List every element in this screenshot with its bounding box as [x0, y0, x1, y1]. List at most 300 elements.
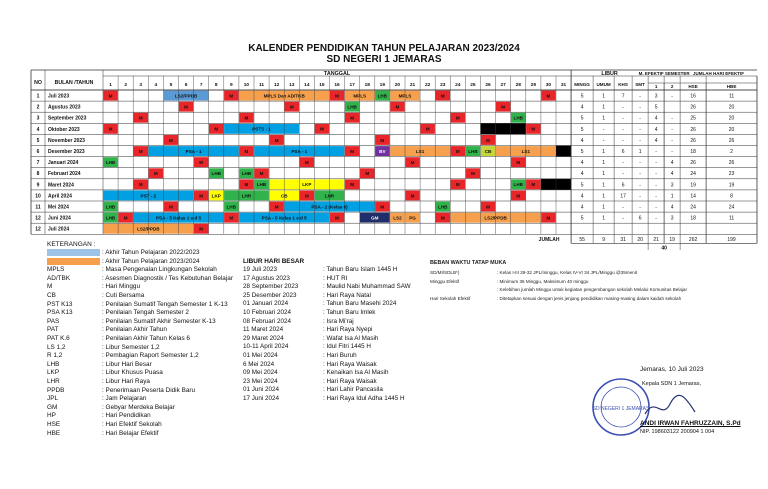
day-number: 2	[124, 83, 127, 88]
legend-code: JPL	[47, 395, 59, 403]
calendar-bar-label: M	[410, 193, 415, 199]
calendar-bar-label: LS1	[415, 148, 425, 154]
legend-desc: : Penilaian Sumatif Akhir Semester K-13	[102, 317, 216, 325]
month-s2: 4	[670, 160, 674, 167]
month-smt: -	[639, 182, 641, 189]
day-number: 21	[409, 83, 416, 88]
day-number: 14	[304, 83, 310, 88]
holiday-name: : Kenaikan Isa Al Masih	[323, 369, 389, 377]
calendar-bar-label: LHB	[513, 182, 523, 188]
month-name: Oktober 2023	[48, 126, 80, 133]
blocked-cell	[481, 123, 496, 134]
calendar-bar-label: M	[516, 159, 521, 165]
legend-code: HSE	[47, 421, 61, 428]
header-mingg: MINGG	[574, 82, 590, 87]
month-hse: 19	[690, 182, 696, 189]
header-no: NO	[34, 80, 42, 86]
calendar-bar-label: GM	[371, 215, 379, 221]
calendar-bar-label: M	[380, 204, 385, 210]
holiday-name: : Wafat Isa Al Masih	[323, 334, 379, 342]
month-smt: -	[639, 193, 641, 200]
jumlah-mingg: 55	[579, 236, 585, 243]
month-s2: -	[671, 115, 673, 122]
beban-heading: BEBAN WAKTU TATAP MUKA	[430, 260, 507, 266]
blocked-cell	[541, 179, 556, 190]
month-name: Maret 2024	[48, 182, 74, 189]
month-s1: -	[655, 215, 657, 222]
month-hse: 18	[690, 148, 696, 155]
header-khs: KHS	[618, 82, 628, 87]
day-number: 30	[545, 83, 552, 88]
day-number: 1	[109, 83, 112, 88]
day-number: 28	[515, 83, 521, 88]
holiday-date: 17 Juni 2024	[243, 395, 280, 402]
month-s1: -	[655, 148, 657, 155]
calendar-bar-label: M	[214, 126, 219, 132]
legend-desc: : Penilaian Akhir Tahun	[102, 326, 167, 334]
month-s2: 3	[670, 215, 674, 222]
day-number: 25	[470, 83, 476, 88]
beban-value: : Kelas I-III 29-32 JPL/minggu, Kelas IV-VI 34 JPL/Minggu @35menit	[497, 270, 637, 275]
day-number: 20	[394, 83, 401, 88]
legend-desc: : Hari Minggu	[102, 283, 141, 291]
day-number: 24	[455, 83, 461, 88]
jumlah-smt: 20	[637, 236, 643, 243]
holiday-date: 29 Maret 2024	[243, 334, 284, 342]
jumlah-hse: 262	[688, 236, 698, 243]
calendar-bar-label: M	[380, 137, 385, 143]
legend-code: PAT K.6	[47, 335, 70, 342]
month-name: Mei 2024	[48, 204, 69, 211]
month-s1: 4	[654, 126, 658, 133]
month-s2: 4	[670, 171, 674, 178]
holiday-date: 08 Februari 2024	[243, 317, 291, 325]
month-mingg: 5	[580, 148, 584, 155]
holiday-name: : Hari Raya Natal	[323, 291, 371, 299]
legend-swatch	[47, 258, 100, 265]
month-umum: 1	[602, 215, 605, 222]
month-no: 12	[35, 226, 41, 233]
month-name: April 2024	[48, 193, 72, 200]
jumlah-s1: 21	[653, 236, 659, 243]
calendar-bar-label: M	[486, 137, 490, 143]
month-khs: 6	[621, 148, 625, 155]
calendar-bar-label: M	[531, 126, 536, 132]
signature-role: Kepala SDN 1 Jemaras,	[642, 381, 701, 387]
calendar-bar-label: LHB	[211, 171, 221, 177]
jumlah-hbe: 199	[727, 236, 736, 243]
calendar-bar-label: LS1	[521, 148, 531, 154]
legend-swatch	[47, 249, 100, 256]
month-name: Februari 2024	[48, 171, 81, 178]
calendar-bar-label: LHB	[438, 204, 448, 210]
day-number: 22	[424, 83, 431, 88]
page-title: KALENDER PENDIDIKAN TAHUN PELAJARAN 2023/2024	[248, 43, 520, 54]
holiday-name: : Maulid Nabi Muhammad SAW	[323, 283, 411, 291]
calendar-bar-label: BV	[379, 148, 386, 154]
holiday-date: 11 Maret 2024	[243, 326, 284, 334]
beban-value: : Minimum 36 Minggu, Maksimum 40 minggu	[497, 279, 589, 284]
calendar-bar-label: M	[108, 93, 113, 99]
month-mingg: 4	[580, 171, 584, 178]
legend-code: M	[47, 283, 53, 291]
month-hbe: 26	[728, 160, 735, 167]
calendar-bar-label: LHB	[105, 215, 116, 221]
calendar-bar-label: M	[169, 204, 173, 210]
month-name: November 2023	[48, 137, 85, 144]
month-no: 1	[36, 93, 40, 100]
header-hse: HSE	[688, 84, 698, 89]
month-s2: 1	[670, 193, 674, 200]
header-libur: LIBUR	[601, 71, 618, 77]
month-smt: -	[639, 104, 641, 111]
calendar-bar-label: M	[501, 104, 506, 110]
calendar-bar-label: M	[455, 182, 460, 188]
day-number: 19	[379, 83, 386, 88]
calendar-bar-label: LHB	[347, 104, 357, 110]
calendar-bar-label: M	[138, 182, 143, 188]
month-no: 7	[36, 160, 40, 167]
month-mingg: 5	[580, 182, 584, 189]
month-smt: -	[639, 160, 641, 167]
calendar-bar-label: M	[138, 148, 143, 154]
calendar-bar-label: M	[153, 171, 158, 177]
holiday-name: : Hari Raya Nyepi	[323, 326, 373, 334]
legend-code: HP	[47, 412, 56, 420]
month-hbe: 11	[728, 215, 735, 222]
month-hbe: 26	[728, 137, 735, 144]
calendar-bar-label: M	[274, 137, 279, 143]
month-s1: -	[655, 182, 657, 189]
header-sem-1: 1	[654, 84, 658, 89]
month-hse: 26	[690, 104, 696, 111]
calendar-bar-label: M	[365, 171, 370, 177]
month-umum: 1	[602, 93, 605, 100]
legend-desc: : Asesmen Diagnostik / Tes Kebutuhan Belajar	[102, 274, 233, 282]
month-smt: -	[639, 93, 641, 100]
jumlah-s2: 19	[669, 236, 675, 243]
holiday-date: 01 Juni 2024	[243, 386, 280, 394]
legend-desc: : Hari Pendidikan	[102, 412, 151, 420]
month-s1: -	[655, 204, 657, 211]
month-mingg: 4	[580, 193, 584, 200]
month-s1: -	[655, 171, 657, 178]
beban-value: : Ditetapkan sesuai dengan jenis jenjang pendidikan masing-masing dalam kaidah sekolah	[497, 296, 682, 301]
calendar-bar-label: M	[546, 215, 551, 221]
calendar-bar-label: M	[335, 93, 339, 99]
calendar-bar-label: LS2/PPDB	[137, 226, 160, 232]
month-s1: 5	[654, 104, 658, 111]
month-name: Juli 2024	[48, 226, 70, 233]
month-hbe: 24	[728, 204, 735, 211]
calendar-bar-label: M	[229, 93, 234, 99]
legend-code: PSA K13	[47, 309, 73, 317]
holiday-date: 25 Desember 2023	[243, 291, 297, 299]
month-hse: 24	[690, 204, 696, 211]
holiday-date: 01 Januari 2024	[243, 300, 289, 308]
month-s2: -	[671, 126, 673, 133]
month-khs: -	[622, 215, 624, 222]
day-number: 29	[530, 83, 537, 88]
holiday-date: 28 September 2023	[243, 283, 299, 291]
legend-desc: : Cuti Bersama	[102, 292, 145, 299]
calendar-bar-label: PST - 2	[140, 193, 157, 199]
calendar-bar-label: PSA - 1	[291, 148, 308, 154]
calendar-bar-label: LHR	[241, 193, 252, 199]
holiday-date: 10-11 April 2024	[243, 343, 289, 351]
legend-desc: : Penilaian Akhir Tahun Kelas 6	[102, 335, 190, 342]
month-umum: -	[602, 137, 605, 144]
calendar-bar-label: LS2	[393, 215, 402, 221]
day-number: 27	[500, 83, 506, 88]
calendar-bar-label: M	[410, 159, 415, 165]
legend-desc: : Libur Khusus Puasa	[102, 369, 163, 377]
blocked-cell	[556, 179, 571, 190]
month-umum: 1	[602, 160, 605, 167]
legend-code: LHB	[47, 360, 60, 368]
day-number: 9	[230, 83, 233, 88]
beban-label: Minggu Efektif	[430, 279, 460, 284]
month-hbe: 20	[728, 115, 735, 122]
calendar-bar-label: M	[274, 204, 279, 210]
month-no: 2	[36, 104, 40, 111]
calendar-bar-label: M	[395, 104, 400, 110]
legend-code: R 1,2	[47, 352, 63, 360]
month-s2: 3	[670, 182, 674, 189]
calendar-bar-label: CB	[484, 148, 492, 154]
legend-code: PAS	[47, 317, 60, 325]
month-no: 8	[36, 171, 40, 178]
day-number: 16	[334, 83, 340, 88]
holiday-date: 6 Mei 2024	[243, 360, 275, 368]
calendar-bar-label: LS2/PPDB	[484, 215, 507, 221]
stamp-text: SD NEGERI 1 JEMARAS	[592, 406, 650, 412]
calendar-bar-label: PG	[409, 215, 416, 221]
keterangan-label: KETERANGAN :	[47, 241, 96, 248]
legend-desc: : Penerimaan Peserta Didik Baru	[102, 386, 196, 394]
month-hbe: 2	[730, 148, 733, 155]
legend-code: AD/TBK	[47, 274, 71, 282]
header-umum: UMUM	[596, 82, 611, 87]
day-number: 15	[319, 83, 325, 88]
month-s1: -	[655, 193, 657, 200]
jumlah-umum: 9	[602, 236, 605, 243]
holiday-name: : Tahun Baru Masehi 2024	[323, 300, 397, 308]
calendar-bar-label: M	[486, 204, 490, 210]
legend-desc: : Libur Semester 1,2	[102, 343, 160, 351]
holiday-name: : Tahun Baru Islam 1445 H	[323, 266, 398, 273]
header-bulan: BULAN /TAHUN	[54, 80, 94, 86]
day-number: 8	[214, 83, 218, 88]
month-hbe: 23	[728, 171, 735, 178]
month-hse: 16	[690, 93, 696, 100]
legend-desc: : Akhir Tahun Pelajaran 2023/2024	[102, 257, 200, 265]
legend-code: PAT	[47, 326, 59, 334]
holiday-date: 01 Mei 2024	[243, 352, 278, 359]
month-khs: -	[622, 104, 624, 111]
legend-desc: : Pembagian Raport Semester 1,2	[102, 352, 199, 360]
month-mingg: 5	[580, 115, 584, 122]
month-smt: -	[639, 137, 641, 144]
month-no: 4	[36, 126, 40, 133]
holiday-name: : Tahun Baru Imlek	[323, 309, 376, 316]
calendar-bar-label: M	[350, 115, 355, 121]
month-name: September 2023	[48, 115, 87, 122]
legend-code: LS 1,2	[47, 343, 66, 351]
calendar-bar-label: M	[244, 148, 249, 154]
month-no: 6	[36, 148, 40, 155]
day-number: 6	[184, 83, 188, 88]
efektif-total: 40	[661, 245, 667, 250]
month-s1: -	[655, 160, 657, 167]
legend-code: HBE	[47, 429, 61, 437]
header-hbe: HBE	[726, 84, 737, 89]
legend-desc: : Akhir Tahun Pelajaran 2022/2023	[102, 249, 200, 256]
month-name: Desember 2023	[48, 148, 85, 155]
month-hbe: 11	[728, 93, 735, 100]
day-number: 26	[485, 83, 491, 88]
month-no: 12	[35, 215, 41, 222]
blocked-cell	[496, 123, 511, 134]
calendar-bar-label: M	[440, 93, 445, 99]
header-smt: SMT	[635, 82, 645, 87]
signature-place-date: Jemaras, 10 Juli 2023	[640, 366, 704, 373]
calendar-bar-label: M	[546, 93, 551, 99]
month-khs: -	[622, 126, 624, 133]
holiday-name: : Isra Mi'raj	[323, 317, 354, 325]
calendar-bar-label: LKP	[211, 193, 221, 199]
month-umum: 1	[602, 171, 605, 178]
month-umum: 1	[602, 148, 605, 155]
month-mingg: 4	[580, 104, 584, 111]
calendar-bar-label: M	[199, 159, 204, 165]
header-tanggal: TANGGAL	[323, 71, 351, 77]
calendar-bar-label: PSA - 5 Kelas 1 s.d 5	[155, 215, 202, 221]
calendar-bar-label: M	[199, 226, 204, 232]
month-umum: 1	[602, 182, 605, 189]
holiday-name: : Hari Buruh	[323, 352, 357, 359]
signature-name: ANDI IRWAN FAHRUZZAIN, S.Pd	[640, 420, 741, 427]
calendar-bar-label: LHB	[241, 171, 252, 177]
header-sem-2: 2	[670, 84, 674, 89]
calendar-bar-label: M	[244, 115, 249, 121]
calendar-bar-label: PSA - 1	[185, 148, 202, 154]
month-mingg: 5	[580, 93, 584, 100]
calendar-bar-label: M	[259, 171, 264, 177]
holiday-name: : HUT RI	[323, 274, 348, 282]
month-no: 10	[35, 193, 41, 200]
calendar-bar-label: M	[108, 126, 113, 132]
calendar-bar-label: MPLS Dan AD/TKB	[263, 93, 305, 99]
month-no: 11	[35, 204, 41, 211]
month-khs: -	[622, 115, 624, 122]
month-smt: -	[639, 204, 641, 211]
calendar-bar-label: PSTS - 1	[252, 126, 271, 132]
calendar-bar-label: M	[184, 104, 188, 110]
month-hse: 14	[690, 193, 696, 200]
calendar-bar-label: M	[455, 148, 460, 154]
page-subtitle: SD NEGERI 1 JEMARAS	[326, 54, 442, 65]
legend-code: GM	[47, 403, 58, 411]
calendar-bar-label: M	[471, 171, 475, 177]
month-khs: -	[622, 204, 624, 211]
month-hse: 26	[690, 137, 696, 144]
legend-desc: : Penilaian Sumatif Tengah Semester 1 K-13	[102, 300, 228, 308]
month-s2: -	[671, 137, 673, 144]
holiday-name: : Hari Raya Waisak	[323, 360, 377, 368]
calendar-bar-label: M	[350, 148, 355, 154]
month-hbe: 19	[728, 182, 735, 189]
calendar-bar-label: M	[138, 115, 143, 121]
holiday-date: 10 Februari 2024	[243, 309, 291, 316]
day-number: 13	[289, 83, 295, 88]
jumlah-label: JUMLAH	[538, 236, 560, 243]
month-khs: -	[622, 171, 624, 178]
holiday-date: 19 Juli 2023	[243, 266, 277, 273]
calendar-bar-label: PSA - 5 Kelas 1 s.d 5	[261, 215, 307, 221]
month-khs: 7	[621, 93, 625, 100]
calendar-bar-label: M	[199, 193, 204, 199]
day-number: 10	[243, 83, 250, 88]
month-s2: -	[671, 93, 673, 100]
calendar-bar-label: M	[516, 193, 521, 199]
month-s1: 3	[654, 93, 658, 100]
calendar-bar-label: PSA - 2 (Kelas 6)	[311, 204, 348, 210]
holiday-name: : Hari Lahir Pancasila	[323, 386, 383, 394]
month-smt: 6	[638, 215, 642, 222]
calendar-bar-label: LS2/PPDB	[174, 93, 198, 99]
legend-desc: : Penilaian Tengah Semester 2	[102, 309, 189, 317]
calendar-bar-label: CB	[280, 193, 288, 199]
month-no: 5	[36, 137, 40, 144]
month-khs: -	[622, 137, 624, 144]
month-khs: 17	[620, 193, 626, 200]
calendar-bar-label: MPLS	[353, 93, 367, 99]
month-s1: 4	[654, 137, 658, 144]
day-number: 3	[139, 83, 143, 88]
day-number: 31	[560, 83, 567, 88]
day-number: 5	[169, 83, 173, 88]
calendar-bar-label: M	[229, 215, 234, 221]
month-umum: 1	[602, 104, 605, 111]
legend-desc: : Gebyar Merdeka Belajar	[102, 403, 175, 411]
signature-scribble	[640, 392, 700, 422]
calendar-bar-label: M	[425, 126, 430, 132]
month-mingg: 4	[580, 160, 584, 167]
calendar-bar-label: LHB	[468, 148, 478, 154]
calendar-bar-label: LHR	[324, 193, 335, 199]
day-number: 12	[273, 83, 280, 88]
calendar-bar-label: M	[123, 215, 128, 221]
calendar-bar-label: M	[289, 104, 294, 110]
month-no: 3	[36, 115, 40, 122]
holiday-date: 17 Agustus 2023	[243, 274, 290, 282]
day-number: 7	[199, 83, 203, 88]
legend-desc: : Libur Hari Besar	[102, 360, 152, 368]
day-number: 11	[259, 83, 265, 88]
blocked-cell	[556, 146, 571, 157]
month-hse: 26	[690, 126, 696, 133]
jumlah-khs: 31	[620, 236, 626, 243]
month-umum: 1	[602, 204, 605, 211]
month-umum: 1	[602, 115, 605, 122]
month-mingg: 4	[580, 204, 584, 211]
month-hse: 25	[690, 115, 696, 122]
calendar-bar-label: LHB	[513, 115, 523, 121]
month-umum: -	[602, 126, 605, 133]
month-hse: 18	[690, 215, 696, 222]
calendar-bar-label: M	[350, 182, 355, 188]
